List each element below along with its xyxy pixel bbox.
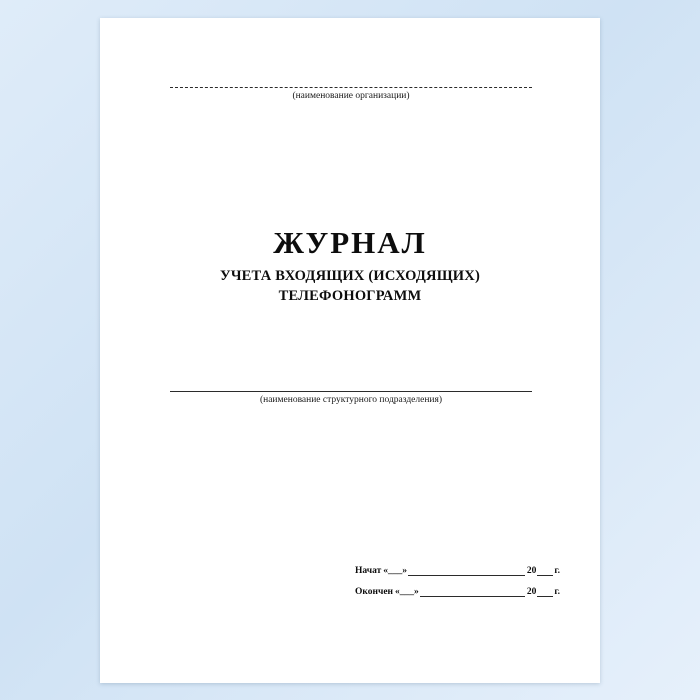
organization-caption: (наименование организации) bbox=[292, 91, 410, 101]
end-date-year-prefix: 20 bbox=[526, 587, 537, 597]
end-date-day[interactable]: «___» bbox=[395, 587, 419, 597]
department-write-line[interactable] bbox=[170, 390, 532, 392]
start-date-year-prefix: 20 bbox=[526, 566, 537, 576]
organization-write-line[interactable] bbox=[170, 86, 532, 88]
document-page bbox=[100, 18, 600, 683]
document-title bbox=[140, 226, 560, 306]
start-date-label: Начат bbox=[355, 566, 382, 576]
start-date-year-suffix: г. bbox=[554, 566, 560, 576]
title-subtitle-line2: ТЕЛЕФОНОГРАММ bbox=[278, 287, 422, 304]
organization-field bbox=[170, 86, 532, 101]
start-date-month-line[interactable] bbox=[408, 566, 525, 576]
department-field bbox=[170, 390, 532, 405]
document-footer bbox=[355, 566, 560, 608]
title-main: ЖУРНАЛ bbox=[273, 225, 427, 260]
title-subtitle-line1: УЧЕТА ВХОДЯЩИХ (ИСХОДЯЩИХ) bbox=[220, 268, 480, 285]
end-date-label: Окончен bbox=[355, 587, 394, 597]
end-date-year-suffix: г. bbox=[554, 587, 560, 597]
start-date-year-line[interactable] bbox=[537, 566, 553, 576]
start-date-row bbox=[355, 566, 560, 576]
start-date-day[interactable]: «___» bbox=[383, 566, 408, 576]
end-date-year-line[interactable] bbox=[537, 587, 553, 597]
department-caption: (наименование структурного подразделения) bbox=[259, 395, 443, 405]
end-date-month-line[interactable] bbox=[420, 587, 525, 597]
end-date-row bbox=[355, 587, 560, 597]
